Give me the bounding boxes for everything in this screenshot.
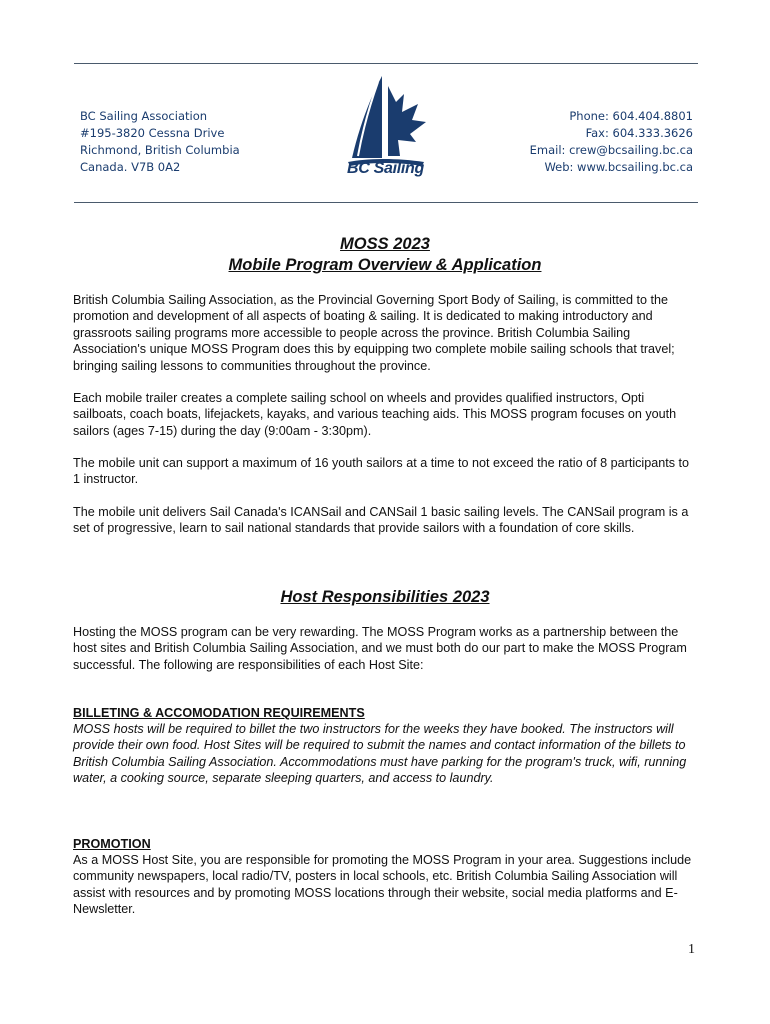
maple-leaf-sail <box>388 86 426 156</box>
phone-line: Phone: 604.404.8801 <box>569 109 693 123</box>
address-block <box>80 108 240 176</box>
contact-block <box>530 108 693 176</box>
doc-title: MOSS 2023 <box>340 235 430 253</box>
address-line: Richmond, British Columbia <box>80 143 240 157</box>
host-responsibilities-title: Host Responsibilities 2023 <box>280 588 490 606</box>
web-line: Web: www.bcsailing.bc.ca <box>544 160 693 174</box>
logo-text: BC Sailing <box>347 160 425 177</box>
email-line: Email: crew@bcsailing.bc.ca <box>529 143 693 157</box>
intro-paragraph: British Columbia Sailing Association, as the Provincial Governing Sport Body of Sailing, is committed to the promotion and development of all aspects of boating & sailing. It is dedicated to making introductory and grassroots sailing programs more accessible to people across the province. British Columbia Sailing Association's unique MOSS Program does this by equipping two complete mobile sailing schools that travel; bringing sailing lessons to communities throughout the province. <box>73 293 675 373</box>
promotion-paragraph: As a MOSS Host Site, you are responsible for promoting the MOSS Program in your area. Suggestions include community newspapers, local radio/TV, posters in local schools, etc. British Columbia Sailing Association will assist with resources and by promoting MOSS locations through their website, social media platforms and E-Newsletter. <box>73 853 692 917</box>
header-top-rule <box>74 63 698 64</box>
page-number: 1 <box>688 942 695 957</box>
header-bottom-rule <box>74 202 698 203</box>
address-line: BC Sailing Association <box>80 109 208 123</box>
levels-paragraph: The mobile unit delivers Sail Canada's ICANSail and CANSail 1 basic sailing levels. The CANSail program is a set of progressive, learn to sail national standards that provide sailors with a foundation of core skills. <box>73 505 689 536</box>
address-line: Canada. V7B 0A2 <box>80 160 181 174</box>
address-line: #195-3820 Cessna Drive <box>80 126 225 140</box>
doc-subtitle: Mobile Program Overview & Application <box>228 256 542 274</box>
capacity-paragraph: The mobile unit can support a maximum of 16 youth sailors at a time to not exceed the ratio of 8 participants to 1 instructor. <box>73 456 690 487</box>
promotion-heading: PROMOTION <box>73 837 151 851</box>
host-intro-paragraph: Hosting the MOSS program can be very rewarding. The MOSS Program works as a partnership between the host sites and British Columbia Sailing Association, and we must both do our part to make the MOSS Program successful. The following are responsibilities of each Host Site: <box>73 625 687 672</box>
trailer-paragraph: Each mobile trailer creates a complete sailing school on wheels and provides qualified instructors, Opti sailboats, coach boats, lifejackets, kayaks, and various teaching aids. This MOSS program focuses on youth sailors (ages 7-15) during the day (9:00am - 3:30pm). <box>73 391 677 438</box>
billeting-heading: BILLETING & ACCOMODATION REQUIREMENTS <box>73 706 365 720</box>
fax-line: Fax: 604.333.3626 <box>585 126 693 140</box>
billeting-paragraph: MOSS hosts will be required to billet the two instructors for the weeks they have booked. The instructors will provide their own food. Host Sites will be required to submit the names and contact information of the billets to British Columbia Sailing Association. Accommodations must have parking for the program's truck, wifi, running water, a cooking source, separate sleeping quarters, and access to laundry. <box>73 722 687 786</box>
